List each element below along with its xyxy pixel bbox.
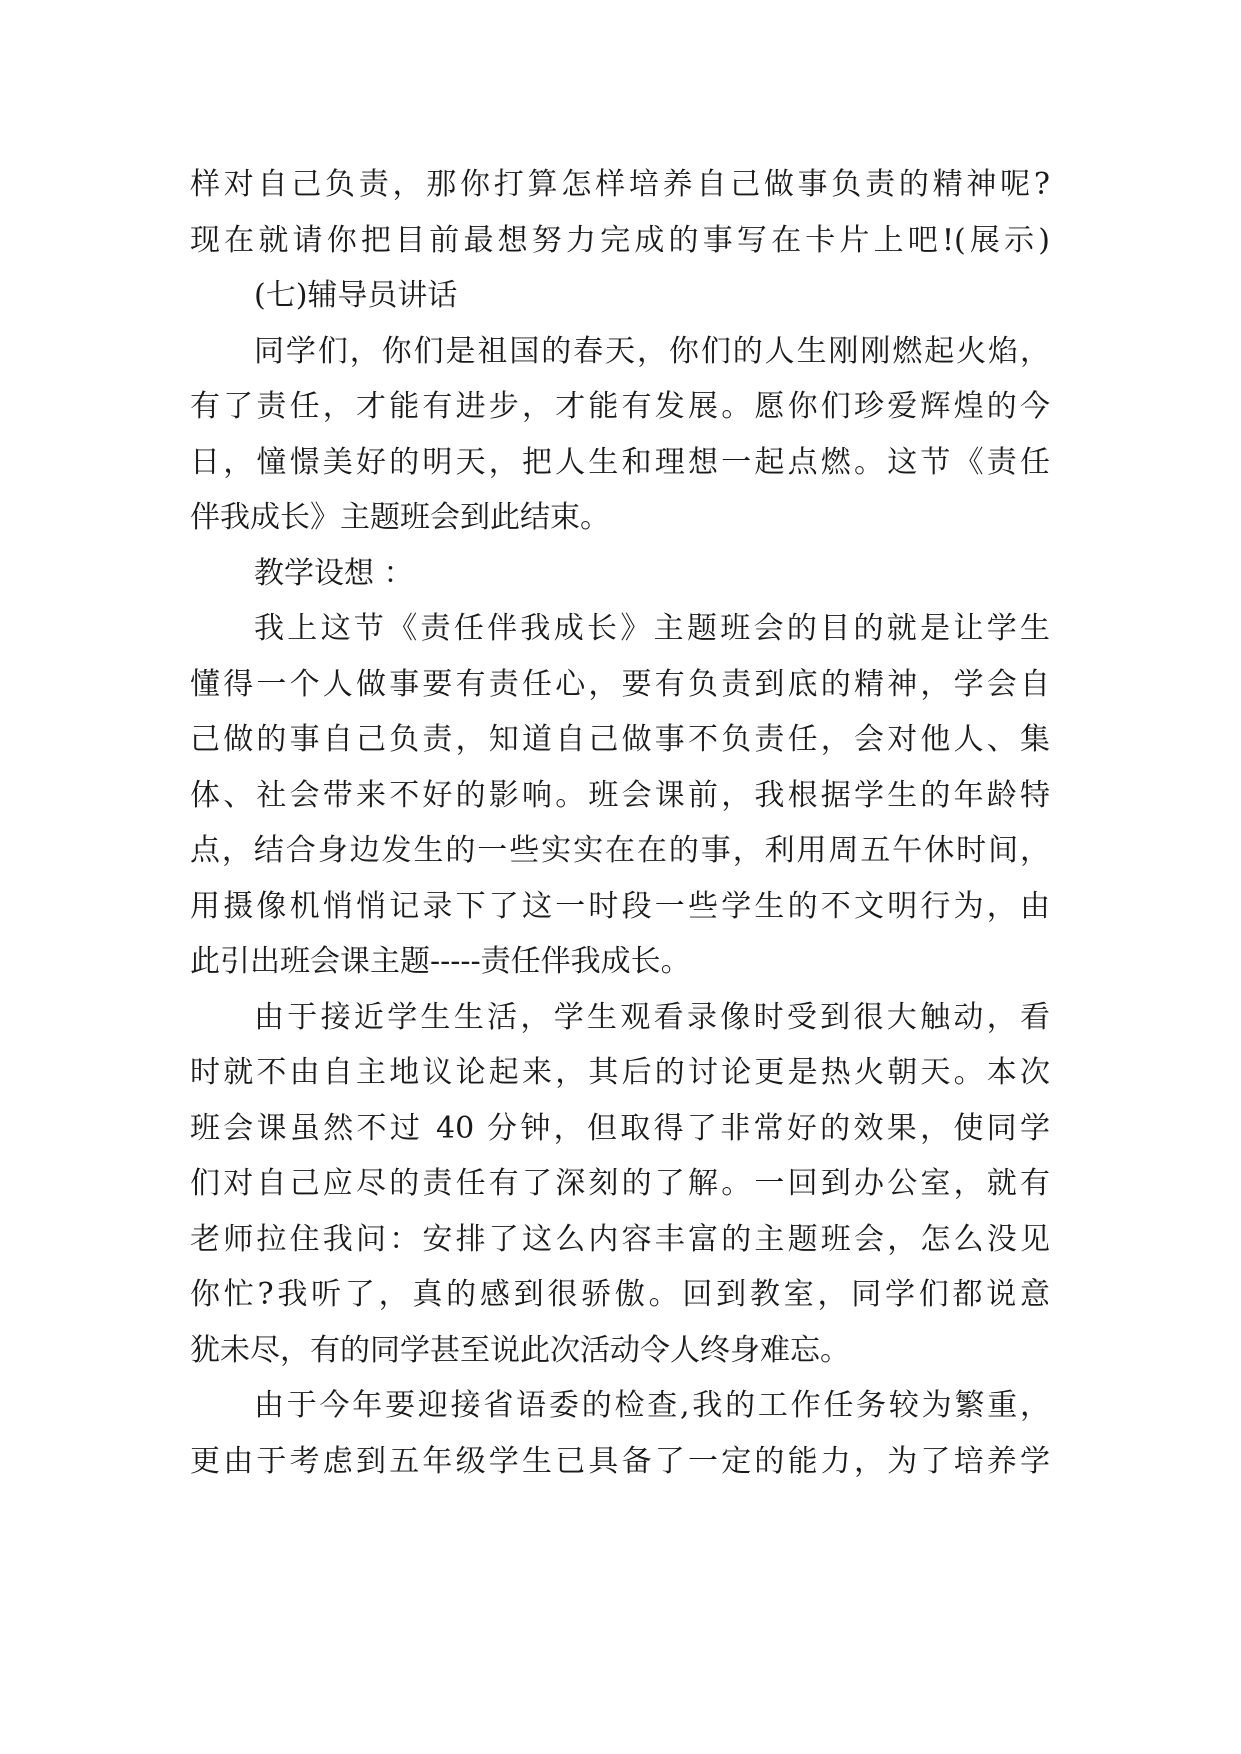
text-line: 由于接近学生生活，学生观看录像时受到很大触动，看 — [254, 999, 1050, 1035]
text-line: 此引出班会课主题-----责任伴我成长。 — [190, 944, 691, 979]
text-line: 点，结合身边发生的一些实实在在的事，利用周五午休时间， — [190, 833, 1050, 868]
text-line: 同学们，你们是祖国的春天，你们的人生刚刚燃起火焰， — [254, 333, 1050, 369]
text-line: 你忙?我听了，真的感到很骄傲。回到教室，同学们都说意 — [190, 1277, 1050, 1312]
document-body — [190, 157, 1050, 1489]
text-line: 我上这节《责任伴我成长》主题班会的目的就是让学生 — [254, 611, 1050, 646]
text-line: 有了责任，才能有进步，才能有发展。愿你们珍爱辉煌的今 — [190, 389, 1050, 424]
text-line: 现在就请你把目前最想努力完成的事写在卡片上吧!(展示) — [190, 222, 1050, 258]
text-line: 样对自己负责，那你打算怎样培养自己做事负责的精神呢? — [190, 167, 1050, 202]
text-line: 犹未尽，有的同学甚至说此次活动令人终身难忘。 — [190, 1332, 850, 1368]
text-line: 班会课虽然不过 40 分钟，但取得了非常好的效果，使同学 — [190, 1110, 1050, 1146]
text-line: 时就不由自主地议论起来，其后的讨论更是热火朝天。本次 — [190, 1055, 1050, 1090]
text-line: 懂得一个人做事要有责任心，要有负责到底的精神，学会自 — [190, 666, 1050, 702]
text-line: 用摄像机悄悄记录下了这一时段一些学生的不文明行为，由 — [190, 888, 1050, 924]
text-line: 己做的事自己负责，知道自己做事不负责任，会对他人、集 — [190, 722, 1050, 757]
text-line: 由于今年要迎接省语委的检查,我的工作任务较为繁重， — [254, 1388, 1050, 1423]
text-line: 更由于考虑到五年级学生已具备了一定的能力，为了培养学 — [190, 1443, 1050, 1479]
section-heading: (七)辅导员讲话 — [254, 278, 458, 313]
section-heading: 教学设想 ： — [254, 555, 414, 591]
text-line: 体、社会带来不好的影响。班会课前，我根据学生的年龄特 — [190, 777, 1050, 813]
text-line: 老师拉住我问：安排了这么内容丰富的主题班会，怎么没见 — [190, 1221, 1050, 1257]
text-line: 伴我成长》主题班会到此结束。 — [190, 500, 610, 535]
text-line: 们对自己应尽的责任有了深刻的了解。一回到办公室，就有 — [190, 1166, 1050, 1201]
text-line: 日，憧憬美好的明天，把人生和理想一起点燃。这节《责任 — [190, 444, 1050, 480]
